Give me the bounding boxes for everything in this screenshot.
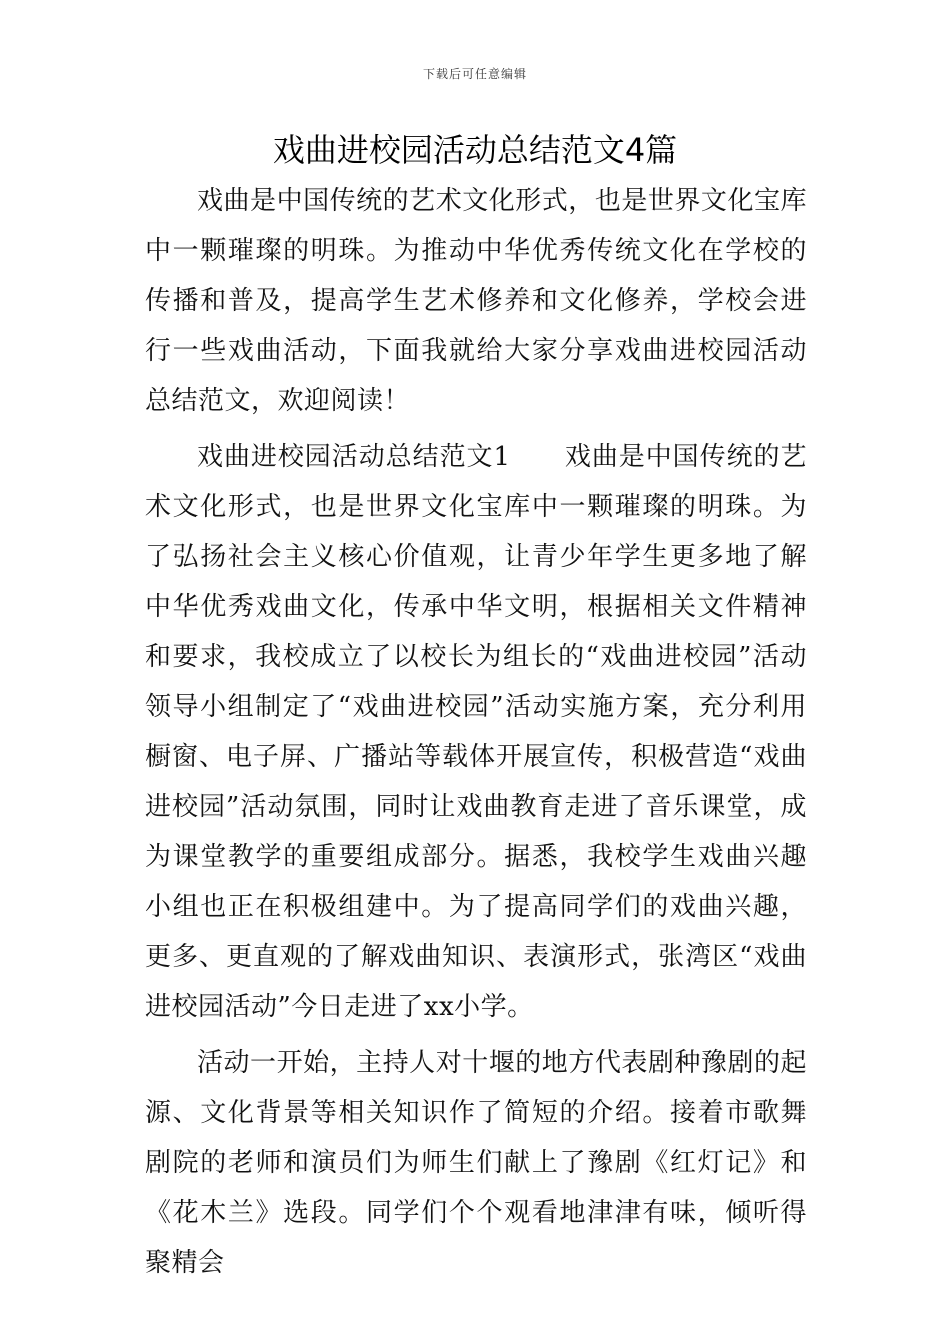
header-note: 下载后可任意编辑 bbox=[422, 67, 527, 81]
document-body bbox=[145, 176, 807, 1288]
intro-paragraph: 戏曲是中国传统的艺术文化形式，也是世界文化宝库中一颗璀璨的明珠。为推动中华优秀传统文化在学校的传播和普及，提高学生艺术修养和文化修养，学校会进行一些戏曲活动，下面我就给大家分享戏曲进校园活动总结范文，欢迎阅读！ bbox=[145, 186, 807, 416]
document-title: 戏曲进校园活动总结范文4篇 bbox=[272, 131, 678, 169]
activity-paragraph: 活动一开始，主持人对十堰的地方代表剧种豫剧的起源、文化背景等相关知识作了简短的介绍。接着市歌舞剧院的老师和演员们为师生们献上了豫剧《红灯记》和《花木兰》选段。同学们个个观看地津津有味，倾听得聚精会 bbox=[145, 1048, 807, 1278]
section-1-paragraph: 戏曲进校园活动总结范文1 戏曲是中国传统的艺术文化形式，也是世界文化宝库中一颗璀璨的明珠。为了弘扬社会主义核心价值观，让青少年学生更多地了解中华优秀戏曲文化，传承中华文明，根据相关文件精神和要求，我校成立了以校长为组长的“戏曲进校园”活动领导小组制定了“戏曲进校园”活动实施方案，充分利用橱窗、电子屏、广播站等载体开展宣传，积极营造“戏曲进校园”活动氛围，同时让戏曲教育走进了音乐课堂，成为课堂教学的重要组成部分。据悉，我校学生戏曲兴趣小组也正在积极组建中。为了提高同学们的戏曲兴趣，更多、更直观的了解戏曲知识、表演形式，张湾区“戏曲进校园活动”今日走进了xx小学。 bbox=[145, 442, 807, 1022]
